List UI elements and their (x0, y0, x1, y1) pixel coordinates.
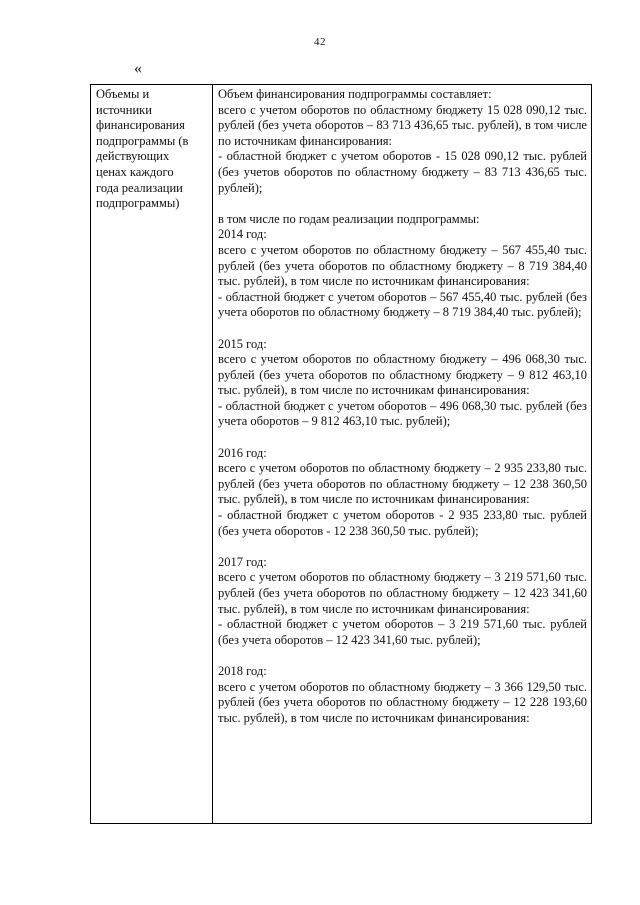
year-total: всего с учетом оборотов по областному бюджету – 567 455,40 тыс. рублей (без учета оборотов по областному бюджету – 8 719 384,40 тыс. рублей), в том числе по источникам финансирования: (218, 242, 587, 289)
label-line: действующих (96, 149, 170, 164)
financing-total-regional: - областной бюджет с учетом оборотов - 15 028 090,12 тыс. рублей (без учетов оборотов по областному бюджету – 83 713 436,65 тыс. рублей); (218, 149, 587, 195)
year-total: всего с учетом оборотов по областному бюджету – 3 219 571,60 тыс. рублей (без учета оборотов по областному бюджету – 12 423 341,60 тыс. рублей), в том числе по источникам финансирования: (218, 570, 587, 616)
year-regional: - областной бюджет с учетом оборотов - 2 935 233,80 тыс. рублей (без учета оборотов - 12 238 360,50 тыс. рублей); (218, 508, 587, 538)
table-content-cell (213, 85, 591, 823)
label-line: Объемы и (96, 87, 150, 101)
table-label-cell (91, 85, 213, 823)
label-line: подпрограммы) (96, 196, 180, 211)
label-line: года реализации (96, 180, 183, 195)
year-total: всего с учетом оборотов по областному бюджету – 496 068,30 тыс. рублей (без учета оборотов по областному бюджету – 9 812 463,10 тыс. рублей), в том числе по источникам финансирования: (218, 352, 587, 398)
year-heading: 2016 год: (218, 445, 267, 460)
year-heading: 2017 год: (218, 554, 267, 569)
page-number: 42 (314, 36, 326, 48)
year-total: всего с учетом оборотов по областному бюджету – 2 935 233,80 тыс. рублей (без учета оборотов по областному бюджету – 12 238 360,50 тыс. рублей), в том числе по источникам финансирования: (218, 461, 587, 507)
label-line: ценах каждого (96, 164, 174, 179)
financing-table (90, 84, 592, 824)
year-total: всего с учетом оборотов по областному бюджету – 3 366 129,50 тыс. рублей (без учета оборотов по областному бюджету – 12 228 193,60 тыс. рублей), в том числе по источникам финансирования: (218, 679, 587, 725)
year-heading: 2018 год: (218, 663, 267, 678)
opening-quote-mark: « (134, 60, 142, 77)
label-line: подпрограммы (в (96, 133, 189, 148)
year-regional: - областной бюджет с учетом оборотов – 3 219 571,60 тыс. рублей (без учета оборотов – 12 423 341,60 тыс. рублей); (218, 617, 587, 647)
year-heading: 2014 год: (218, 227, 267, 242)
year-regional: - областной бюджет с учетом оборотов – 567 455,40 тыс. рублей (без учета оборотов по областному бюджету – 8 719 384,40 тыс. рублей); (218, 289, 587, 320)
financing-intro: Объем финансирования подпрограммы составляет: (218, 87, 492, 101)
year-heading: 2015 год: (218, 336, 267, 351)
by-years-intro: в том числе по годам реализации подпрограммы: (218, 211, 480, 226)
label-line: источники (96, 102, 152, 117)
year-regional: - областной бюджет с учетом оборотов – 496 068,30 тыс. рублей (без учета оборотов – 9 812 463,10 тыс. рублей); (218, 398, 587, 429)
label-line: финансирования (96, 118, 185, 133)
financing-total: всего с учетом оборотов по областному бюджету 15 028 090,12 тыс. рублей (без учета оборотов – 83 713 436,65 тыс. рублей), в том числе по источникам финансирования: (218, 102, 587, 148)
